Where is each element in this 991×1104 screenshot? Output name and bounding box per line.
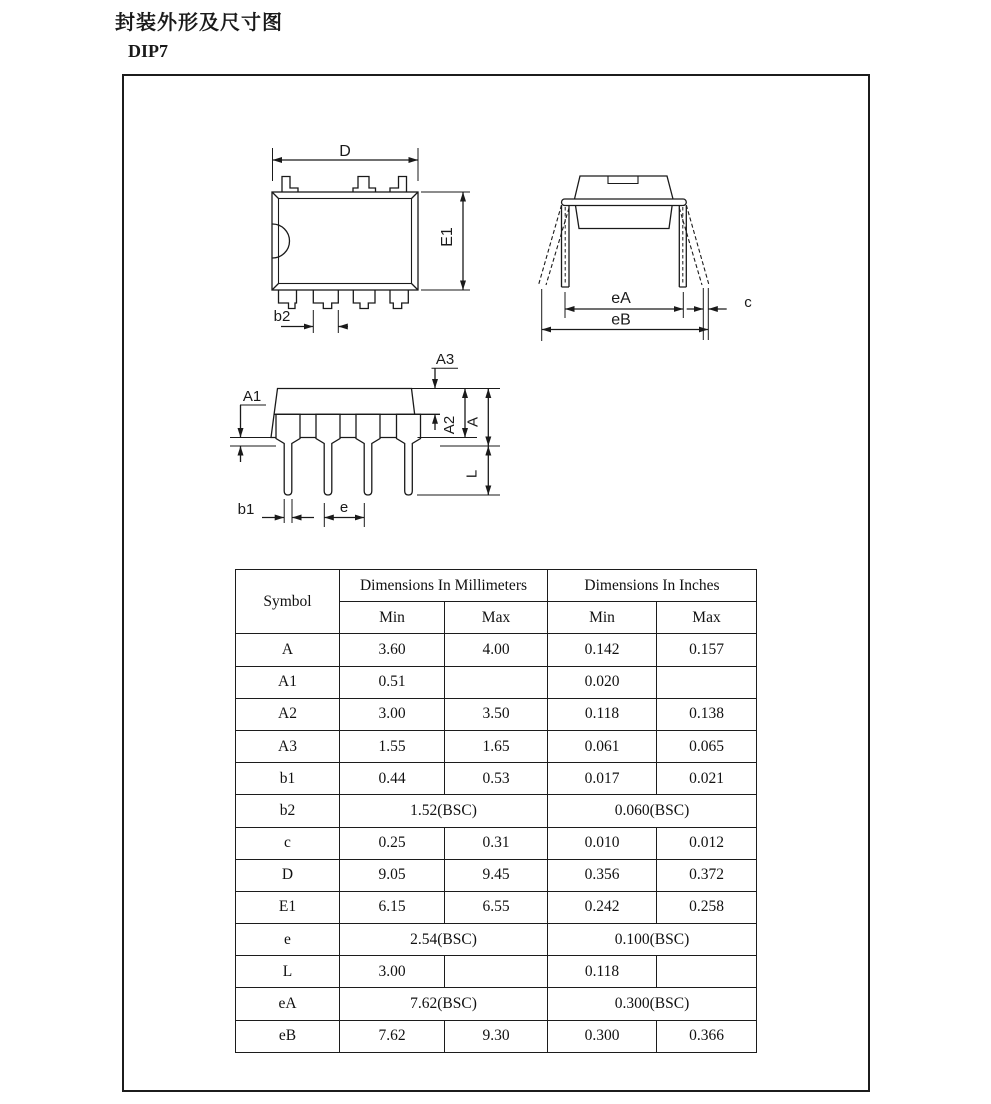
cell-mm-min: 7.62 <box>340 1020 445 1052</box>
cell-mm-bsc: 2.54(BSC) <box>340 924 548 956</box>
package-name: DIP7 <box>128 41 168 61</box>
lead <box>276 414 300 495</box>
dimensions-table-body <box>236 634 757 1052</box>
cell-symbol: A1 <box>236 666 340 698</box>
cell-mm-min: 3.00 <box>340 698 445 730</box>
dim-label-D: D <box>339 143 351 160</box>
table-row <box>236 924 757 956</box>
dim-label-A: A <box>464 416 482 428</box>
cell-in-min: 0.118 <box>548 956 657 988</box>
table-row <box>236 827 757 859</box>
dim-label-A3: A3 <box>435 351 455 368</box>
header-inches: Dimensions In Inches <box>548 570 757 602</box>
cell-mm-min: 3.00 <box>340 956 445 988</box>
cell-in-max: 0.372 <box>657 859 757 891</box>
cell-in-min: 0.300 <box>548 1020 657 1052</box>
cell-mm-bsc: 7.62(BSC) <box>340 988 548 1020</box>
dim-label-e: e <box>339 499 349 516</box>
pin <box>353 290 375 309</box>
cell-mm-min: 6.15 <box>340 891 445 923</box>
cell-mm-max: 9.30 <box>445 1020 548 1052</box>
cell-mm-min: 0.44 <box>340 763 445 795</box>
cell-in-max <box>657 956 757 988</box>
cell-in-min: 0.142 <box>548 634 657 666</box>
header-mm-max: Max <box>445 602 548 634</box>
cell-in-max <box>657 666 757 698</box>
table-row <box>236 763 757 795</box>
cell-mm-max <box>445 666 548 698</box>
cell-in-max: 0.065 <box>657 730 757 762</box>
table-row <box>236 730 757 762</box>
header-mm-min: Min <box>340 602 445 634</box>
cell-mm-min: 0.51 <box>340 666 445 698</box>
pin <box>390 177 407 193</box>
cell-inch-bsc: 0.100(BSC) <box>548 924 757 956</box>
pin <box>313 290 338 309</box>
dim-label-eB: eB <box>611 311 631 329</box>
dim-label-b1: b1 <box>237 501 255 518</box>
header-in-min: Min <box>548 602 657 634</box>
table-row <box>236 891 757 923</box>
cell-mm-max: 1.65 <box>445 730 548 762</box>
pin <box>353 177 376 193</box>
cell-symbol: eB <box>236 1020 340 1052</box>
cell-symbol: b1 <box>236 763 340 795</box>
cell-symbol: A3 <box>236 730 340 762</box>
cell-in-max: 0.021 <box>657 763 757 795</box>
cell-in-min: 0.061 <box>548 730 657 762</box>
cell-in-min: 0.017 <box>548 763 657 795</box>
page-title: 封装外形及尺寸图 <box>115 12 283 34</box>
cell-mm-bsc: 1.52(BSC) <box>340 795 548 827</box>
pin <box>279 290 297 309</box>
dim-label-c: c <box>744 294 752 311</box>
table-row <box>236 795 757 827</box>
splayed-lead-dashed <box>539 205 710 285</box>
dim-label-L: L <box>463 469 481 479</box>
package-drawings <box>122 74 870 556</box>
table-row <box>236 698 757 730</box>
cell-in-max: 0.258 <box>657 891 757 923</box>
cell-mm-max: 4.00 <box>445 634 548 666</box>
cell-symbol: E1 <box>236 891 340 923</box>
dim-label-A1: A1 <box>242 388 262 405</box>
pin <box>390 290 408 309</box>
header-mm: Dimensions In Millimeters <box>340 570 548 602</box>
header-in-max: Max <box>657 602 757 634</box>
cell-mm-max: 3.50 <box>445 698 548 730</box>
cell-mm-min: 0.25 <box>340 827 445 859</box>
cell-in-max: 0.157 <box>657 634 757 666</box>
table-row <box>236 859 757 891</box>
dim-label-b2: b2 <box>273 308 291 325</box>
cell-mm-min: 3.60 <box>340 634 445 666</box>
cell-symbol: A <box>236 634 340 666</box>
cell-mm-max: 9.45 <box>445 859 548 891</box>
cell-symbol: eA <box>236 988 340 1020</box>
cell-in-max: 0.012 <box>657 827 757 859</box>
cell-in-min: 0.010 <box>548 827 657 859</box>
table-row <box>236 988 757 1020</box>
dim-label-A2: A2 <box>441 415 458 435</box>
cell-in-min: 0.356 <box>548 859 657 891</box>
cell-mm-max: 0.31 <box>445 827 548 859</box>
cell-in-min: 0.020 <box>548 666 657 698</box>
dim-label-E1: E1 <box>439 227 456 247</box>
cell-mm-max: 0.53 <box>445 763 548 795</box>
cell-in-max: 0.138 <box>657 698 757 730</box>
cell-inch-bsc: 0.060(BSC) <box>548 795 757 827</box>
header-symbol: Symbol <box>236 570 340 634</box>
dimensions-table <box>235 569 757 1053</box>
lead <box>397 414 421 495</box>
cell-symbol: c <box>236 827 340 859</box>
package-body-top-view <box>272 192 418 290</box>
side-view-drawing <box>230 368 500 527</box>
cell-symbol: A2 <box>236 698 340 730</box>
cell-in-max: 0.366 <box>657 1020 757 1052</box>
table-row <box>236 666 757 698</box>
cell-mm-max: 6.55 <box>445 891 548 923</box>
pin1-index-notch <box>273 224 290 258</box>
cell-inch-bsc: 0.300(BSC) <box>548 988 757 1020</box>
cell-symbol: e <box>236 924 340 956</box>
lead <box>316 414 340 495</box>
pin <box>282 177 298 193</box>
table-row <box>236 1020 757 1052</box>
cell-mm-min: 1.55 <box>340 730 445 762</box>
cell-mm-min: 9.05 <box>340 859 445 891</box>
cell-in-min: 0.118 <box>548 698 657 730</box>
lead <box>356 414 380 495</box>
cell-mm-max <box>445 956 548 988</box>
end-view-drawing <box>539 176 727 341</box>
cell-symbol: D <box>236 859 340 891</box>
dim-label-eA: eA <box>611 290 631 307</box>
cell-symbol: L <box>236 956 340 988</box>
cell-in-min: 0.242 <box>548 891 657 923</box>
cell-symbol: b2 <box>236 795 340 827</box>
table-row <box>236 634 757 666</box>
table-row <box>236 956 757 988</box>
